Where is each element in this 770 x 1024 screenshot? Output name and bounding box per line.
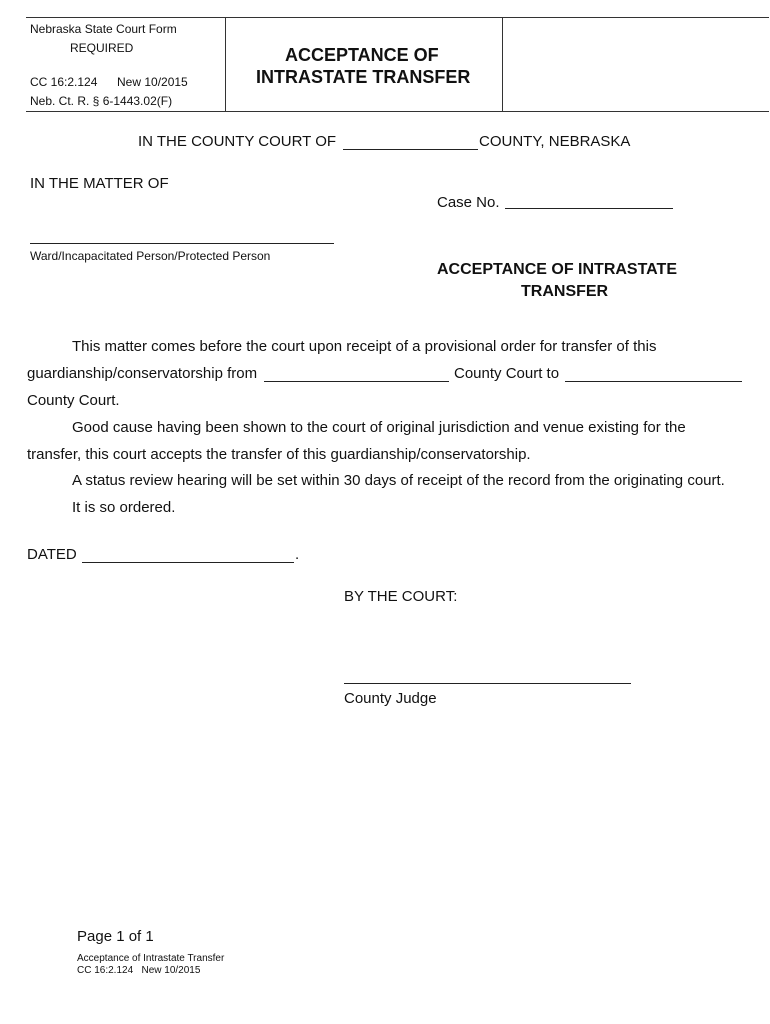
matter-label: IN THE MATTER OF [30,175,169,192]
p1-mid-label: County Court to [454,365,560,382]
header-title-line2: INTRASTATE TRANSFER [256,67,471,87]
dated-blank[interactable] [82,550,294,563]
county-name-blank[interactable] [343,137,478,150]
to-county-blank[interactable] [565,369,742,382]
doc-title-line2: TRANSFER [521,283,609,300]
footer-form-code: CC 16:2.124 New 10/2015 [77,965,201,976]
ward-label: Ward/Incapacitated Person/Protected Person [30,249,271,263]
header-bottom-border [26,111,769,112]
rule-reference: Neb. Ct. R. § 6-1443.02(F) [30,94,173,108]
court-prefix: IN THE COUNTY COURT OF [138,133,337,150]
case-number-label: Case No. [437,194,500,211]
county-judge-label: County Judge [344,690,437,707]
footer-form-name: Acceptance of Intrastate Transfer [77,953,225,964]
dated-period: . [295,546,300,563]
case-number-blank[interactable] [505,196,673,209]
form-required-label: REQUIRED [70,41,134,55]
page-number: Page 1 of 1 [77,928,154,945]
p4-so-ordered: It is so ordered. [72,499,176,516]
form-code: CC 16:2.124 [30,75,98,89]
court-suffix: COUNTY, NEBRASKA [479,133,631,150]
header-divider-left [225,17,226,111]
dated-label: DATED [27,546,77,563]
p2-line2: transfer, this court accepts the transfer of this guardianship/conservatorship. [27,446,531,463]
doc-title-line1: ACCEPTANCE OF INTRASTATE [437,261,677,278]
by-the-court: BY THE COURT: [344,588,458,605]
p3-status-review: A status review hearing will be set within 30 days of receipt of the record from the originating court. [72,472,725,489]
header-top-border [26,17,769,18]
form-state-label: Nebraska State Court Form [30,22,177,36]
p1-line1: This matter comes before the court upon receipt of a provisional order for transfer of this [72,338,657,355]
from-county-blank[interactable] [264,369,449,382]
header-divider-right [502,17,503,111]
form-date: New 10/2015 [117,75,188,89]
header-title-line1: ACCEPTANCE OF [285,45,439,65]
ward-name-line[interactable] [30,243,334,244]
p2-line1: Good cause having been shown to the court of original jurisdiction and venue existing for the [72,419,686,436]
p1-from-label: guardianship/conservatorship from [27,365,258,382]
p1-end: County Court. [27,392,120,409]
judge-signature-line[interactable] [344,683,631,684]
